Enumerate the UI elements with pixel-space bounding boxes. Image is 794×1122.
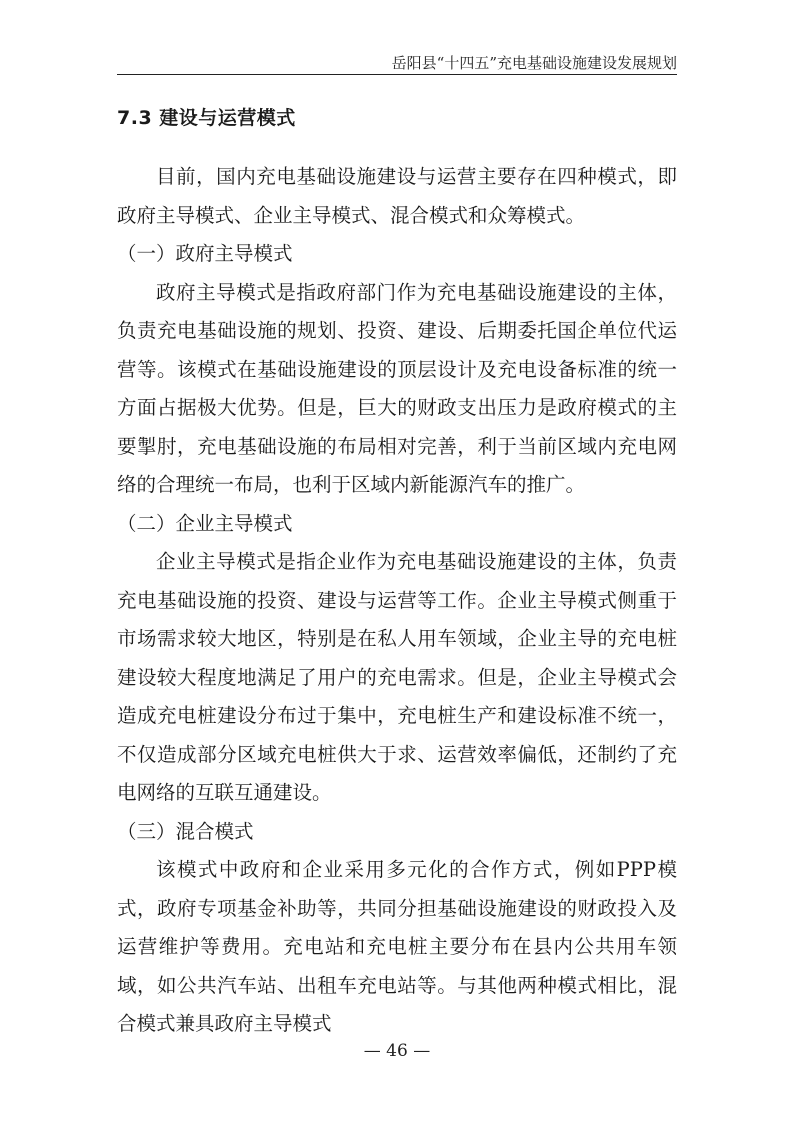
paragraph-government-led: 政府主导模式是指政府部门作为充电基础设施建设的主体，负责充电基础设施的规划、投资、建设、后期委托国企单位代运营等。该模式在基础设施建设的顶层设计及充电设备标准的统一方面占据极大优势。但是，巨大的财政支出压力是政府模式的主要掣肘，充电基础设施的布局相对完善，利于当前区域内充电网络的合理统一布局，也利于区域内新能源汽车的推广。 [117,280,677,496]
subheading-hybrid: （三）混合模式 [117,819,254,843]
intro-paragraph: 目前，国内充电基础设施建设与运营主要存在四种模式，即政府主导模式、企业主导模式、混合模式和众筹模式。 [117,165,677,227]
subheading-government-led: （一）政府主导模式 [117,242,293,265]
paragraph-enterprise-led: 企业主导模式是指企业作为充电基础设施建设的主体，负责充电基础设施的投资、建设与运营等工作。企业主导模式侧重于市场需求较大地区，特别是在私人用车领域，企业主导的充电桩建设较大程度地满足了用户的充电需求。但是，企业主导模式会造成充电桩建设分布过于集中，充电桩生产和建设标准不统一，不仅造成部分区域充电桩供大于求、运营效率偏低，还制约了充电网络的互联互通建设。 [117,550,677,804]
running-header: 岳阳县“十四五”充电基础设施建设发展规划 [117,52,677,75]
section-title: 7.3 建设与运营模式 [117,107,296,129]
page-number: — 46 — [363,1041,431,1061]
body-content [117,158,677,1044]
subheading-enterprise-led: （二）企业主导模式 [117,511,293,535]
paragraph-hybrid: 该模式中政府和企业采用多元化的合作方式，例如PPP模式，政府专项基金补助等，共同分担基础设施建设的财政投入及运营维护等费用。充电站和充电桩主要分布在县内公共用车领域，如公共汽车站、出租车充电站等。与其他两种模式相比，混合模式兼具政府主导模式 [117,858,677,1035]
